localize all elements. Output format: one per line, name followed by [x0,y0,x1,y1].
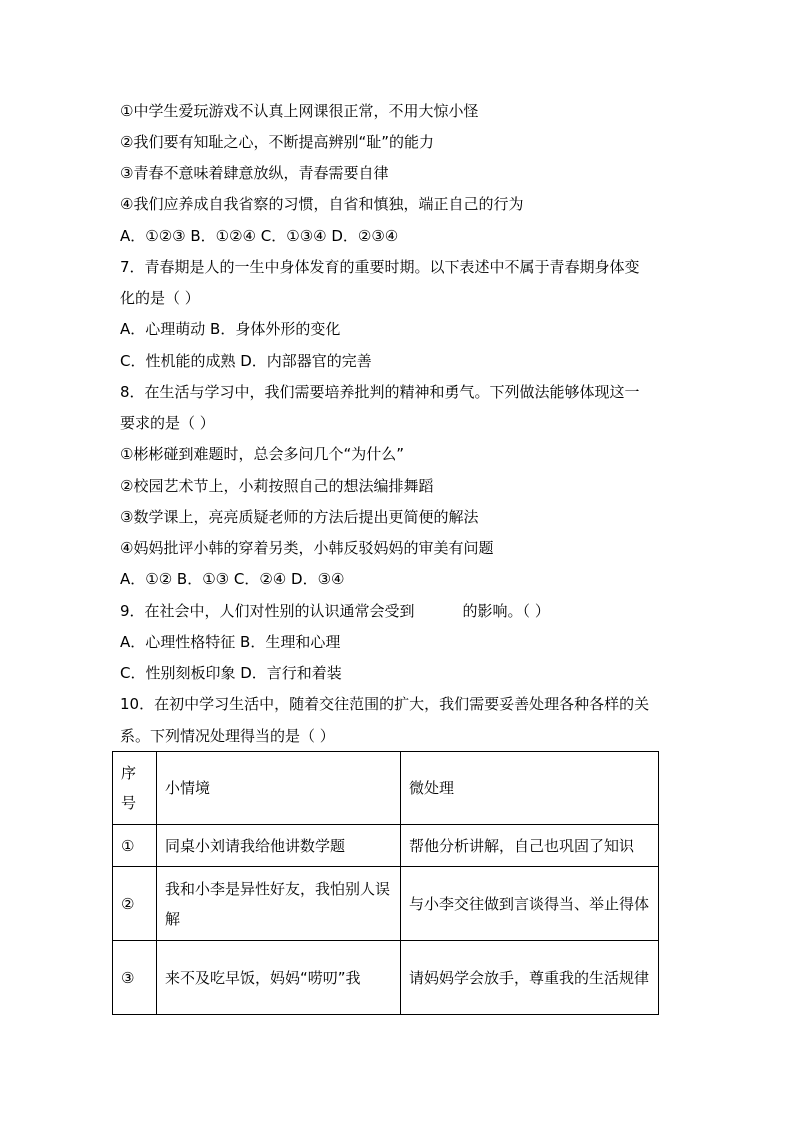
row-situation: 来不及吃早饭，妈妈“唠叨”我 [157,941,401,1015]
header-handling: 微处理 [401,752,659,825]
table-row [113,941,659,1015]
question-8-statement-1: ①彬彬碰到难题时，总会多问几个“为什么” [120,445,404,463]
row-situation: 我和小李是异性好友，我怕别人误解 [157,867,401,941]
header-situation: 小情境 [157,752,401,825]
question-8-statement-4: ④妈妈批评小韩的穿着另类，小韩反驳妈妈的审美有问题 [120,539,494,557]
question-9-options-1: A．心理性格特征 B．生理和心理 [120,633,341,651]
question-7-stem-line-2: 化的是（ ） [120,289,200,307]
table-row [113,867,659,941]
question-8-statement-2: ②校园艺术节上，小莉按照自己的想法编排舞蹈 [120,477,434,495]
question-9-options-2: C．性别刻板印象 D．言行和着装 [120,664,342,682]
row-handling: 与小李交往做到言谈得当、举止得体 [401,867,659,941]
question-9-stem [120,601,550,621]
table-header-row [113,752,659,825]
row-num: ③ [113,941,157,1015]
situation-table [112,751,659,1015]
question-7-options-1: A．心理萌动 B．身体外形的变化 [120,320,341,338]
question-9-stem-part-1: 9．在社会中，人们对性别的认识通常会受到 [120,602,415,620]
row-num: ② [113,867,157,941]
question-7-options-2: C．性机能的成熟 D．内部器官的完善 [120,352,372,370]
row-num: ① [113,825,157,867]
question-8-stem-line-1: 8．在生活与学习中，我们需要培养批判的精神和勇气。下列做法能够体现这一 [120,383,640,401]
row-handling: 请妈妈学会放手，尊重我的生活规律 [401,941,659,1015]
question-8-statement-3: ③数学课上，亮亮质疑老师的方法后提出更简便的解法 [120,508,479,526]
question-6-options: A．①②③ B．①②④ C．①③④ D．②③④ [120,227,399,245]
row-handling: 帮他分析讲解，自己也巩固了知识 [401,825,659,867]
statement-3: ③青春不意味着肆意放纵，青春需要自律 [120,164,389,182]
question-8-options: A．①② B．①③ C．②④ D．③④ [120,570,345,588]
header-num: 序号 [113,752,157,825]
question-10-stem-line-2: 系。下列情况处理得当的是（ ） [120,727,335,745]
table-row [113,825,659,867]
question-9-stem-part-2: 的影响。（ ） [462,602,550,620]
question-7-stem-line-1: 7．青春期是人的一生中身体发育的重要时期。以下表述中不属于青春期身体变 [120,258,640,276]
statement-4: ④我们应养成自我省察的习惯，自省和慎独，端正自己的行为 [120,195,524,213]
statement-1: ①中学生爱玩游戏不认真上网课很正常，不用大惊小怪 [120,102,479,120]
row-situation: 同桌小刘请我给他讲数学题 [157,825,401,867]
statement-2: ②我们要有知耻之心，不断提高辨别“耻”的能力 [120,133,434,151]
question-8-stem-line-2: 要求的是（ ） [120,414,215,432]
question-10-stem-line-1: 10．在初中学习生活中，随着交往范围的扩大，我们需要妥善处理各种各样的关 [120,695,650,713]
